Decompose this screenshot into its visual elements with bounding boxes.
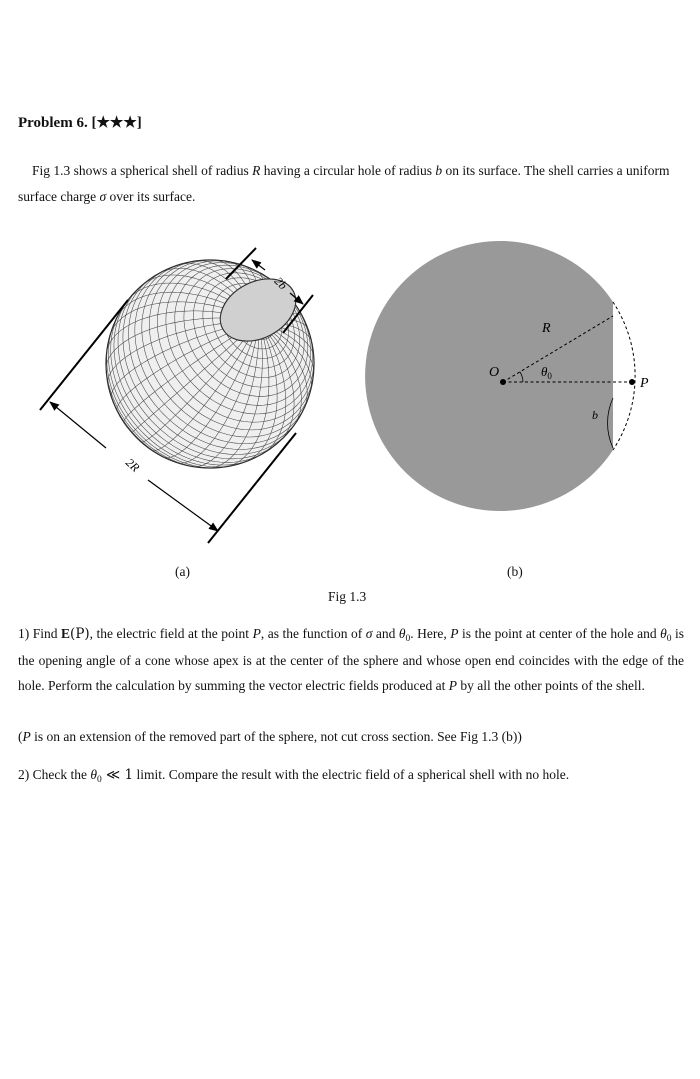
question-2: 2) Check the $\theta_0$ ≪ 1 limit. Compare the result with the electric field of a spherical shell with no hole. (18, 767, 570, 785)
var-R: R (252, 163, 261, 178)
dim-2R-arrow-top (50, 402, 106, 448)
label-R: R (542, 321, 551, 336)
point-P (629, 379, 635, 385)
caption-b: (b) (507, 564, 523, 579)
problem-title: Problem 6. [★★★] (18, 115, 142, 131)
dim-2b-arrow-left (252, 260, 265, 270)
dim-2R-arrow-bottom (148, 480, 218, 531)
label-2R: 2R (123, 455, 143, 475)
var-sigma: σ (99, 188, 107, 204)
figure-1-3 (0, 240, 700, 560)
label-b: b (592, 408, 598, 422)
figure-caption: Fig 1.3 (328, 589, 367, 604)
problem-intro: Fig 1.3 shows a spherical shell of radius R having a circular hole of radius b on its surface. The shell carries a uniform surface charge σ over its surface. (18, 163, 670, 204)
vec-E: E (61, 626, 71, 641)
sphere-with-hole-diagram (40, 248, 314, 543)
center-point-O (500, 379, 506, 385)
removed-cap-arc (613, 302, 635, 450)
var-b: b (435, 163, 443, 178)
question-1: 1) Find E(P), the electric field at the point P, as the function of σ and $\theta_0$. Here, P is the point at center of the hole and $\theta_0$ is the opening angle of a cone whose apex is at the center of the sphere and whose open end coincides with the edge of the hole. Perform the calculation by summing the vector electric fields produced at P by all the other points of the shell. (18, 626, 684, 693)
cross-section-diagram (365, 241, 649, 511)
label-theta0: $\theta_0$ (541, 364, 552, 381)
label-2b: 2b (271, 273, 291, 293)
question-1-note: (P is on an extension of the removed part of the sphere, not cut cross section. See Fig 1.3 (b)) (18, 729, 522, 744)
label-O: O (489, 365, 500, 380)
caption-a: (a) (175, 564, 190, 579)
label-P: P (640, 376, 649, 391)
